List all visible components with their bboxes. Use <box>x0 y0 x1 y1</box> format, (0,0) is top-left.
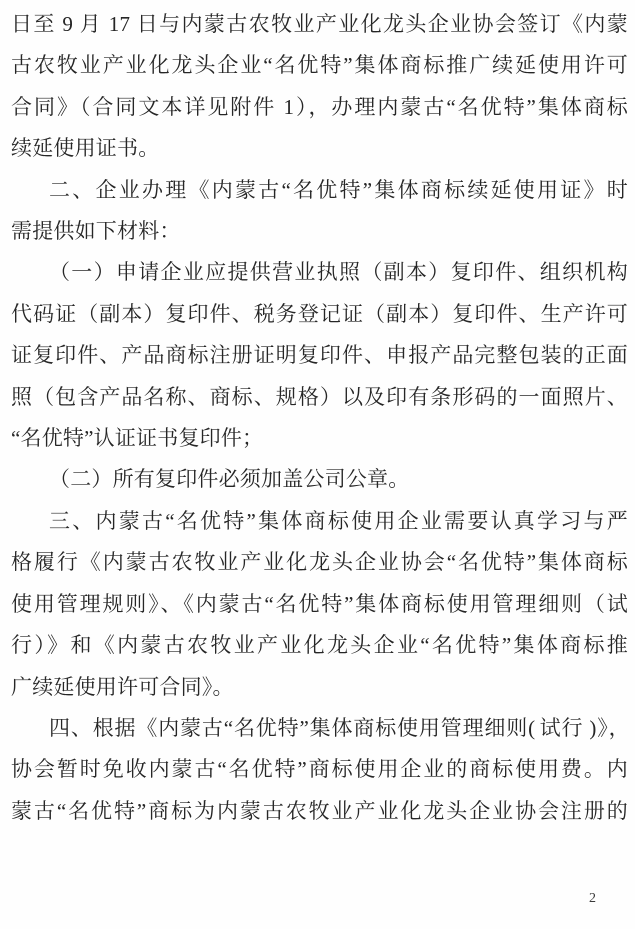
text-line: 行）》和《内蒙古农牧业产业化龙头企业“名优特”集体商标推 <box>11 633 628 658</box>
text-line: 代码证（副本）复印件、税务登记证（副本）复印件、生产许可 <box>11 301 628 326</box>
text-line: 合同》（合同文本详见附件 1），办理内蒙古“名优特”集体商标 <box>11 94 628 119</box>
text-line: 二、企业办理《内蒙古“名优特”集体商标续延使用证》时 <box>49 177 628 202</box>
text-line: 古农牧业产业化龙头企业“名优特”集体商标推广续延使用许可 <box>11 53 628 78</box>
document-body-text <box>11 4 628 832</box>
text-line: （一）申请企业应提供营业执照（副本）复印件、组织机构 <box>49 260 628 285</box>
text-line: 照（包含产品名称、商标、规格）以及印有条形码的一面照片、 <box>11 384 628 409</box>
text-line: 广续延使用许可合同》。 <box>11 674 234 699</box>
text-line: 四、根据《内蒙古“名优特”集体商标使用管理细则( 试行 )》， <box>49 715 628 740</box>
text-line: 协会暂时免收内蒙古“名优特”商标使用企业的商标使用费。内 <box>11 757 628 782</box>
text-line: 格履行《内蒙古农牧业产业化龙头企业协会“名优特”集体商标 <box>11 550 628 575</box>
text-line: 续延使用证书。 <box>11 136 160 161</box>
text-line: 三、内蒙古“名优特”集体商标使用企业需要认真学习与严 <box>49 508 628 533</box>
page-number: 2 <box>589 891 596 906</box>
text-line: 蒙古“名优特”商标为内蒙古农牧业产业化龙头企业协会注册的 <box>11 798 628 823</box>
text-line: 使用管理规则》、《内蒙古“名优特”集体商标使用管理细则（试 <box>11 591 628 616</box>
text-line: （二）所有复印件必须加盖公司公章。 <box>49 467 410 492</box>
text-line: “名优特”认证证书复印件； <box>11 426 264 451</box>
text-line: 证复印件、产品商标注册证明复印件、申报产品完整包装的正面 <box>11 343 628 368</box>
text-line: 需提供如下材料： <box>11 219 181 244</box>
text-line: 日至 9 月 17 日与内蒙古农牧业产业化龙头企业协会签订《内蒙 <box>11 12 628 36</box>
